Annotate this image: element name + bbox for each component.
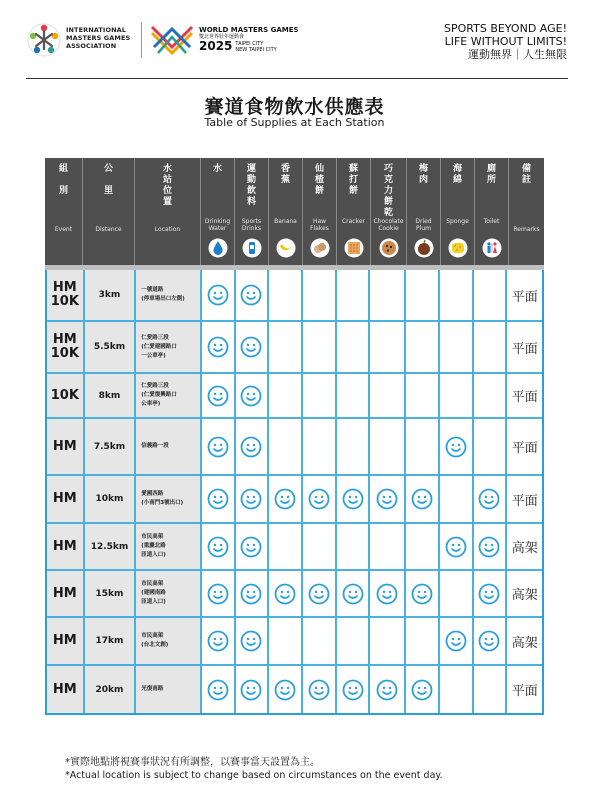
event-cell: HM 10K — [47, 322, 85, 372]
supply-cell — [269, 618, 303, 664]
column-header-en: Banana — [274, 218, 297, 225]
smiley-icon — [308, 583, 330, 605]
table-header-row — [45, 158, 544, 270]
smiley-icon — [342, 679, 364, 701]
supply-cell — [474, 270, 508, 320]
column-header-zh: 水 站 位 置 — [162, 164, 172, 207]
supply-cell — [303, 270, 337, 320]
water-drop-icon — [208, 238, 228, 258]
location-cell: 一號道路 (停車場出口左側) — [136, 270, 202, 320]
column-header — [45, 158, 83, 265]
supply-cell — [370, 618, 406, 664]
supply-cell — [440, 524, 474, 569]
supply-cell — [370, 374, 406, 417]
column-header — [303, 158, 337, 265]
location-cell: 市民高架 (台北文創) — [136, 618, 202, 664]
supply-cell — [474, 419, 508, 474]
column-header-en: Dried Plum — [415, 218, 432, 232]
table-row — [47, 374, 542, 419]
column-header — [441, 158, 475, 265]
cracker-icon — [344, 238, 364, 258]
smiley-icon — [308, 488, 330, 510]
supply-cell — [202, 571, 236, 616]
supplies-table — [45, 158, 544, 715]
column-header — [371, 158, 407, 265]
supply-cell — [269, 571, 303, 616]
smiley-icon — [207, 488, 229, 510]
column-header-zh: 公 里 — [103, 164, 113, 196]
distance-cell: 7.5km — [85, 419, 137, 474]
column-header — [235, 158, 269, 265]
event-cell: HM — [47, 476, 85, 522]
smiley-icon — [411, 583, 433, 605]
remark-cell: 高架 — [511, 588, 538, 603]
column-header — [201, 158, 235, 265]
column-header-zh: 巧 克 力 餅 乾 — [383, 164, 393, 218]
supply-cell — [406, 618, 440, 664]
supply-cell — [370, 322, 406, 372]
column-header-zh: 梅 肉 — [418, 164, 428, 185]
supply-cell — [236, 374, 270, 417]
smiley-icon — [240, 488, 262, 510]
supply-cell — [406, 322, 440, 372]
column-header-en: Location — [154, 226, 181, 233]
column-header-zh: 海 綿 — [452, 164, 462, 185]
smiley-icon — [240, 336, 262, 358]
smiley-icon — [207, 336, 229, 358]
supply-cell — [406, 524, 440, 569]
supply-cell — [236, 419, 270, 474]
column-header — [83, 158, 135, 265]
smiley-icon — [478, 488, 500, 510]
wmg-logo-icon — [150, 23, 196, 57]
smiley-icon — [376, 679, 398, 701]
smiley-icon — [207, 536, 229, 558]
supply-cell — [337, 374, 371, 417]
location-cell: 市民高架 (重慶北路 匝道入口) — [136, 524, 202, 569]
supply-cell — [236, 270, 270, 320]
smiley-icon — [240, 385, 262, 407]
supply-cell — [202, 374, 236, 417]
distance-cell: 15km — [85, 571, 137, 616]
supply-cell — [370, 571, 406, 616]
supply-cell — [337, 270, 371, 320]
supply-cell — [474, 374, 508, 417]
supply-cell — [236, 618, 270, 664]
slogan: SPORTS BEYOND AGE! LIFE WITHOUT LIMITS! 運動無界｜人生無限 — [444, 22, 567, 61]
supply-cell — [337, 618, 371, 664]
smiley-icon — [342, 488, 364, 510]
supply-cell — [474, 524, 508, 569]
column-header — [475, 158, 509, 265]
column-header-en: Sports Drinks — [241, 218, 262, 232]
haw-flakes-icon — [310, 238, 330, 258]
column-header-zh: 香 蕉 — [280, 164, 290, 185]
table-row — [47, 419, 542, 476]
smiley-icon — [411, 488, 433, 510]
page-subtitle: Table of Supplies at Each Station — [204, 116, 385, 129]
smiley-icon — [411, 679, 433, 701]
supply-cell — [202, 618, 236, 664]
supply-cell — [406, 270, 440, 320]
location-cell: 愛國西路 (小南門3號出口) — [136, 476, 202, 522]
supply-cell — [406, 666, 440, 713]
distance-cell: 12.5km — [85, 524, 137, 569]
supply-cell — [269, 322, 303, 372]
supply-cell — [440, 419, 474, 474]
smiley-icon — [207, 385, 229, 407]
supply-cell — [370, 476, 406, 522]
column-header-en: Drinking Water — [204, 218, 231, 232]
column-header-zh: 運 動 飲 料 — [246, 164, 256, 207]
distance-cell: 20km — [85, 666, 137, 713]
supply-cell — [370, 419, 406, 474]
smiley-icon — [308, 679, 330, 701]
distance-cell: 17km — [85, 618, 137, 664]
supply-cell — [370, 666, 406, 713]
smiley-icon — [240, 583, 262, 605]
supply-cell — [337, 476, 371, 522]
page-title: 賽道食物飲水供應表 — [204, 96, 385, 118]
supply-cell — [406, 571, 440, 616]
column-header-en: Chocolate Cookie — [373, 218, 404, 232]
smiley-icon — [240, 679, 262, 701]
table-body — [45, 270, 544, 715]
supply-cell — [370, 270, 406, 320]
distance-cell: 3km — [85, 270, 137, 320]
smiley-icon — [478, 630, 500, 652]
column-header — [269, 158, 303, 265]
event-cell: HM — [47, 571, 85, 616]
event-cell: HM — [47, 524, 85, 569]
smiley-icon — [445, 436, 467, 458]
column-header-en: Sponge — [446, 218, 469, 225]
supply-cell — [337, 524, 371, 569]
supply-cell — [303, 524, 337, 569]
column-header-zh: 組 別 — [58, 164, 68, 196]
supply-cell — [303, 476, 337, 522]
remark-cell: 平面 — [511, 341, 538, 357]
supply-cell — [269, 419, 303, 474]
supply-cell — [474, 571, 508, 616]
supply-cell — [303, 618, 337, 664]
supply-cell — [474, 618, 508, 664]
table-row — [47, 571, 542, 618]
supply-cell — [440, 666, 474, 713]
supply-cell — [202, 666, 236, 713]
distance-cell: 10km — [85, 476, 137, 522]
table-row — [47, 322, 542, 374]
supply-cell — [406, 419, 440, 474]
supply-cell — [440, 476, 474, 522]
event-cell: HM — [47, 419, 85, 474]
column-header — [509, 158, 544, 265]
wmg-name: WORLD MASTERS GAMES 雙北世界壯年運動會 2025 TAIPEI CITY NEW TAIPEI CITY — [199, 26, 299, 53]
supply-cell — [303, 419, 337, 474]
note-en: *Actual location is subject to change based on circumstances on the event day. — [65, 770, 443, 781]
remark-cell: 平面 — [511, 684, 538, 699]
supply-cell — [202, 524, 236, 569]
event-cell: HM — [47, 666, 85, 713]
supply-cell — [202, 322, 236, 372]
supply-cell — [440, 618, 474, 664]
column-header-en: Distance — [95, 226, 122, 233]
remark-cell: 高架 — [511, 635, 538, 651]
ima-name: INTERNATIONAL MASTERS GAMES ASSOCIATION — [66, 26, 131, 50]
dried-plum-icon — [414, 238, 434, 258]
column-header-en: Toilet — [483, 218, 500, 225]
supply-cell — [406, 476, 440, 522]
column-header — [135, 158, 201, 265]
distance-cell: 5.5km — [85, 322, 137, 372]
ima-logo-icon — [26, 22, 62, 58]
smiley-icon — [478, 583, 500, 605]
column-header-zh: 水 — [212, 164, 222, 174]
column-header-zh: 蘇 打 餅 — [348, 164, 358, 196]
smiley-icon — [274, 488, 296, 510]
location-cell: 市民高架 (建國南路 匝道入口) — [136, 571, 202, 616]
smiley-icon — [376, 488, 398, 510]
location-cell: 仁愛路三段 (仁愛建國路口 一公車亭) — [136, 322, 202, 372]
supply-cell — [202, 476, 236, 522]
smiley-icon — [376, 583, 398, 605]
table-row — [47, 524, 542, 571]
supply-cell — [337, 419, 371, 474]
supply-cell — [236, 524, 270, 569]
smiley-icon — [207, 630, 229, 652]
supply-cell — [269, 476, 303, 522]
smiley-icon — [240, 536, 262, 558]
column-header-zh: 仙 楂 餅 — [314, 164, 324, 196]
smiley-icon — [342, 583, 364, 605]
supply-cell — [202, 270, 236, 320]
supply-cell — [370, 524, 406, 569]
remark-cell: 平面 — [511, 441, 538, 456]
banana-icon — [276, 238, 296, 258]
event-cell: HM 10K — [47, 270, 85, 320]
note-zh: *實際地點將視賽事狀況有所調整，以賽事當天設置為主。 — [65, 757, 320, 768]
supply-cell — [269, 270, 303, 320]
supply-cell — [474, 666, 508, 713]
supply-cell — [440, 571, 474, 616]
column-header-zh: 廁 所 — [486, 164, 496, 185]
column-header — [337, 158, 371, 265]
table-row — [47, 618, 542, 666]
supply-cell — [303, 571, 337, 616]
supply-cell — [236, 322, 270, 372]
supply-cell — [303, 374, 337, 417]
location-cell: 仁愛路三段 (仁愛復興路口 公車亭) — [136, 374, 202, 417]
smiley-icon — [478, 536, 500, 558]
column-header-en: Remarks — [513, 226, 540, 233]
supply-cell — [202, 419, 236, 474]
remark-cell: 平面 — [511, 289, 538, 305]
smiley-icon — [240, 284, 262, 306]
smiley-icon — [274, 679, 296, 701]
event-cell: HM — [47, 618, 85, 664]
supply-cell — [474, 476, 508, 522]
remark-cell: 平面 — [511, 390, 538, 405]
table-row — [47, 666, 542, 713]
supply-cell — [303, 666, 337, 713]
smiley-icon — [207, 679, 229, 701]
supply-cell — [269, 666, 303, 713]
remark-cell: 高架 — [511, 541, 538, 556]
toilet-icon — [482, 238, 502, 258]
supply-cell — [269, 524, 303, 569]
table-row — [47, 476, 542, 524]
column-header-en: Event — [54, 226, 73, 233]
header-divider — [26, 78, 568, 79]
column-header-en: Cracker — [341, 218, 366, 225]
location-cell: 信義路一段 — [136, 419, 202, 474]
location-cell: 光復南路 — [136, 666, 202, 713]
supply-cell — [406, 374, 440, 417]
sports-drink-icon — [242, 238, 262, 258]
smiley-icon — [207, 436, 229, 458]
supply-cell — [440, 270, 474, 320]
distance-cell: 8km — [85, 374, 137, 417]
supply-cell — [236, 476, 270, 522]
cookie-icon — [379, 238, 399, 258]
supply-cell — [337, 666, 371, 713]
column-header-zh: 備 註 — [521, 164, 531, 185]
smiley-icon — [240, 436, 262, 458]
table-row — [47, 270, 542, 322]
smiley-icon — [240, 630, 262, 652]
supply-cell — [440, 322, 474, 372]
smiley-icon — [445, 630, 467, 652]
page-header — [0, 0, 589, 80]
smiley-icon — [207, 284, 229, 306]
logo-divider — [141, 22, 142, 58]
column-header-en: Haw Flakes — [310, 218, 329, 232]
column-header — [407, 158, 441, 265]
supply-cell — [236, 666, 270, 713]
supply-cell — [236, 571, 270, 616]
supply-cell — [474, 322, 508, 372]
sponge-icon — [448, 238, 468, 258]
event-cell: 10K — [47, 374, 85, 417]
supply-cell — [337, 322, 371, 372]
smiley-icon — [207, 583, 229, 605]
supply-cell — [303, 322, 337, 372]
smiley-icon — [445, 536, 467, 558]
remark-cell: 平面 — [511, 493, 538, 509]
supply-cell — [337, 571, 371, 616]
supply-cell — [440, 374, 474, 417]
smiley-icon — [274, 583, 296, 605]
supply-cell — [269, 374, 303, 417]
